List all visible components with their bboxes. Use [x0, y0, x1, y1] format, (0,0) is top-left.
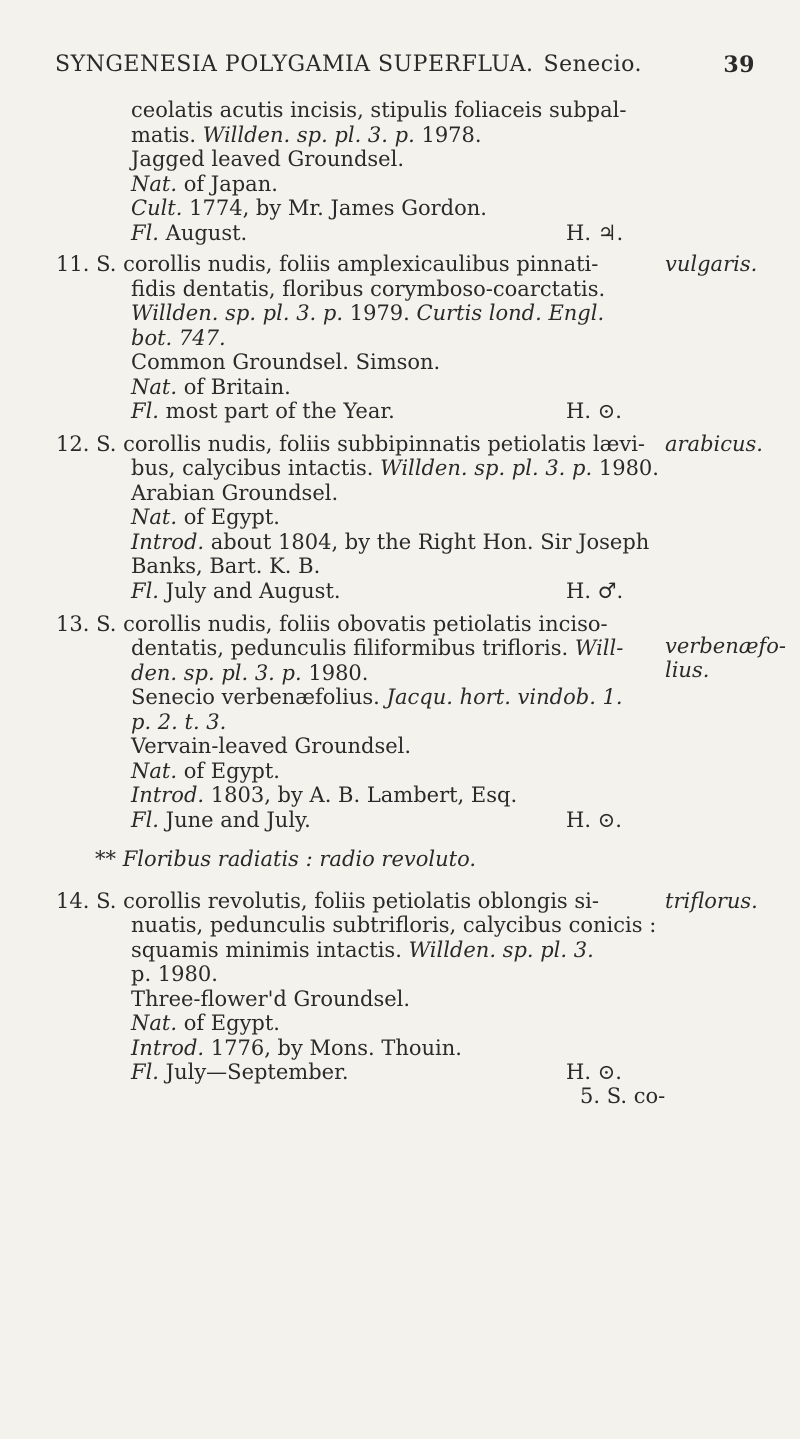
entry14-line1: 14. S. corollis revolutis, foliis petiolatis oblongis si-: [56, 889, 599, 913]
entry14-line4: p. 1980.: [131, 962, 218, 986]
entry12-species-epithet: arabicus.: [665, 432, 763, 456]
entry11-native: Nat. of Britain.: [131, 375, 291, 399]
entry14-introduced: Introd. 1776, by Mons. Thouin.: [131, 1036, 462, 1060]
entry12-introduced-cont: Banks, Bart. K. B.: [131, 554, 321, 578]
entry13-line3: den. sp. pl. 3. p. 1980.: [131, 661, 369, 685]
entry12-line1: 12. S. corollis nudis, foliis subbipinnatis petiolatis lævi-: [56, 432, 646, 456]
entry12-habit: H. ♂.: [566, 579, 624, 603]
entry12-introduced: Introd. about 1804, by the Right Hon. Sir Joseph: [131, 530, 650, 554]
entry11-habit: H. ⊙.: [566, 399, 622, 423]
entry10-common-name: Jagged leaved Groundsel.: [131, 147, 404, 171]
entry10-line1: ceolatis acutis incisis, stipulis foliaceis subpal-: [131, 98, 627, 122]
entry11-common-name: Common Groundsel. Simson.: [131, 350, 441, 374]
entry13-line5: p. 2. t. 3.: [131, 710, 227, 734]
entry12-native: Nat. of Egypt.: [131, 505, 280, 529]
entry13-line2: dentatis, pedunculis filiformibus trifloris. Will-: [131, 636, 624, 660]
catchword: 5. S. co-: [580, 1084, 666, 1108]
entry14-flowering: Fl. July—September.: [131, 1060, 349, 1084]
entry12-flowering: Fl. July and August.: [131, 579, 341, 603]
entry11-flowering: Fl. most part of the Year.: [131, 399, 395, 423]
entry13-habit: H. ⊙.: [566, 808, 622, 832]
entry10-flowering: Fl. August.: [131, 221, 248, 245]
entry11-line3: Willden. sp. pl. 3. p. 1979. Curtis lond. Engl.: [131, 301, 605, 325]
entry13-native: Nat. of Egypt.: [131, 759, 280, 783]
entry14-native: Nat. of Egypt.: [131, 1011, 280, 1035]
entry10-cultivated: Cult. 1774, by Mr. James Gordon.: [131, 196, 487, 220]
entry14-line2: nuatis, pedunculis subtrifloris, calycibus conicis :: [131, 913, 657, 937]
entry10-native: Nat. of Japan.: [131, 172, 278, 196]
entry11-line1: 11. S. corollis nudis, foliis amplexicaulibus pinnati-: [56, 252, 599, 276]
entry11-line2: fidis dentatis, floribus corymboso-coarctatis.: [131, 277, 606, 301]
section-heading: ** Floribus radiatis : radio revoluto.: [95, 847, 477, 871]
entry13-common-name: Vervain-leaved Groundsel.: [131, 734, 412, 758]
entry13-species-epithet: verbenæfo-: [665, 634, 786, 658]
page-number: 39: [723, 52, 755, 78]
entry12-line2: bus, calycibus intactis. Willden. sp. pl. 3. p. 1980.: [131, 456, 659, 480]
entry13-line1: 13. S. corollis nudis, foliis obovatis petiolatis inciso-: [56, 612, 608, 636]
entry13-species-epithet-cont: lius.: [665, 658, 710, 682]
entry14-common-name: Three-flower'd Groundsel.: [131, 987, 411, 1011]
entry11-line4: bot. 747.: [131, 326, 226, 350]
entry14-line3: squamis minimis intactis. Willden. sp. pl. 3.: [131, 938, 594, 962]
entry12-common-name: Arabian Groundsel.: [131, 481, 339, 505]
entry14-habit: H. ⊙.: [566, 1060, 622, 1084]
entry14-species-epithet: triflorus.: [665, 889, 758, 913]
genus-heading: Senecio.: [543, 52, 643, 77]
entry10-line2: matis. Willden. sp. pl. 3. p. 1978.: [131, 123, 482, 147]
entry13-synonym: Senecio verbenæfolius. Jacqu. hort. vindob. 1.: [131, 685, 623, 709]
entry13-introduced: Introd. 1803, by A. B. Lambert, Esq.: [131, 783, 518, 807]
entry11-species-epithet: vulgaris.: [665, 252, 758, 276]
running-title: SYNGENESIA POLYGAMIA SUPERFLUA.: [55, 52, 534, 77]
entry13-flowering: Fl. June and July.: [131, 808, 311, 832]
running-header: [55, 52, 755, 77]
entry10-habit: H. ♃.: [566, 221, 624, 245]
